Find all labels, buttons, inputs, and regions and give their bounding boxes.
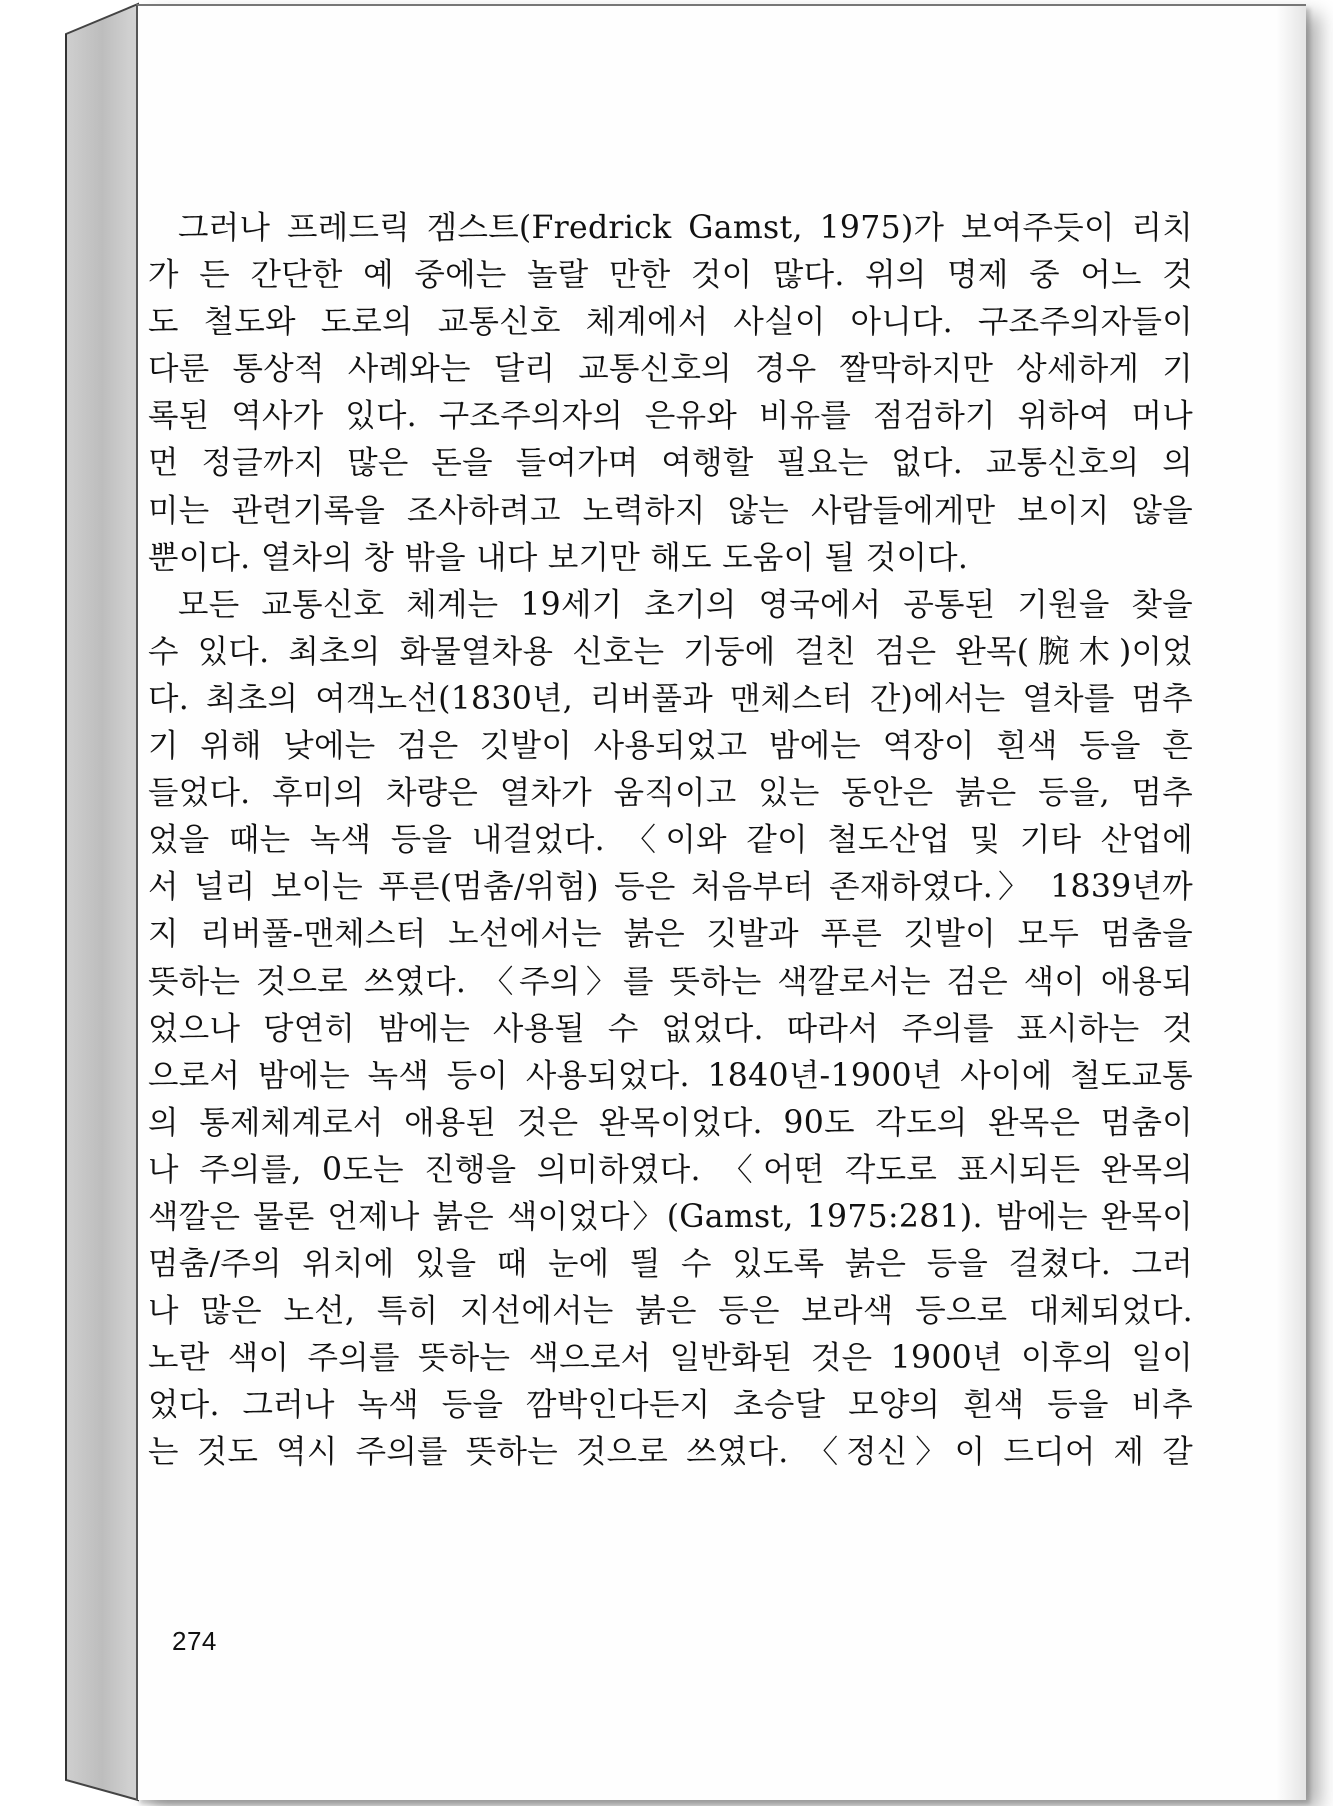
book-spine [0,0,140,1806]
text-line: 다룬 통상적 사례와는 달리 교통신호의 경우 짤막하지만 상세하게 기 [148,351,1193,388]
page-body-text [148,205,1193,1477]
text-line: 들었다. 후미의 차량은 열차가 움직이고 있는 동안은 붉은 등을, 멈추 [148,775,1193,812]
text-line: 뿐이다. 열차의 창 밖을 내다 보기만 해도 도움이 될 것이다. [148,539,969,576]
text-line: 색깔은 물론 언제나 붉은 색이었다〉(Gamst, 1975:281). 밤에는 완목이 [148,1198,1193,1235]
text-line: 었을 때는 녹색 등을 내걸었다. 〈이와 같이 철도산업 및 기타 산업에 [148,822,1193,859]
text-line: 지 리버풀-맨체스터 노선에서는 붉은 깃발과 푸른 깃발이 모두 멈춤을 [148,916,1193,953]
text-line: 었다. 그러나 녹색 등을 깜박인다든지 초승달 모양의 흰색 등을 비추 [148,1387,1193,1424]
text-line: 먼 정글까지 많은 돈을 들여가며 여행할 필요는 없다. 교통신호의 의 [148,445,1193,482]
text-line: 의 통제체계로서 애용된 것은 완목이었다. 90도 각도의 완목은 멈춤이 [148,1104,1193,1141]
text-line: 멈춤/주의 위치에 있을 때 눈에 띌 수 있도록 붉은 등을 걸쳤다. 그러 [148,1246,1193,1283]
paragraph-1 [148,205,1193,582]
text-line: 었으나 당연히 밤에는 사용될 수 없었다. 따라서 주의를 표시하는 것 [148,1010,1193,1047]
text-line: 서 널리 보이는 푸른(멈춤/위험) 등은 처음부터 존재하였다.〉 1839년까 [148,869,1193,906]
text-line: 그러나 프레드릭 겜스트(Fredrick Gamst, 1975)가 보여주듯이 리치 [178,210,1193,246]
page-number: 274 [172,1626,217,1656]
text-line: 노란 색이 주의를 뜻하는 색으로서 일반화된 것은 1900년 이후의 일이 [148,1340,1193,1377]
text-line: 미는 관련기록을 조사하려고 노력하지 않는 사람들에게만 보이지 않을 [148,492,1193,529]
text-line: 모든 교통신호 체계는 19세기 초기의 영국에서 공통된 기원을 찾을 [178,586,1193,623]
text-line: 수 있다. 최초의 화물열차용 신호는 기둥에 걸친 검은 완목(腕木)이었 [148,633,1193,670]
text-line: 는 것도 역시 주의를 뜻하는 것으로 쓰였다. 〈정신〉이 드디어 제 갈 [148,1434,1193,1471]
text-line: 나 많은 노선, 특히 지선에서는 붉은 등은 보라색 등으로 대체되었다. [148,1293,1193,1330]
text-line: 기 위해 낮에는 검은 깃발이 사용되었고 밤에는 역장이 흰색 등을 흔 [148,728,1193,765]
text-line: 뜻하는 것으로 쓰였다. 〈주의〉를 뜻하는 색깔로서는 검은 색이 애용되 [148,963,1193,1000]
text-line: 가 든 간단한 예 중에는 놀랄 만한 것이 많다. 위의 명제 중 어느 것 [148,257,1193,294]
text-line: 도 철도와 도로의 교통신호 체계에서 사실이 아니다. 구조주의자들이 [148,304,1193,341]
text-line: 나 주의를, 0도는 진행을 의미하였다. 〈어떤 각도로 표시되든 완목의 [148,1151,1193,1188]
paragraph-2 [148,582,1193,1477]
text-line: 다. 최초의 여객노선(1830년, 리버풀과 맨체스터 간)에서는 열차를 멈추 [148,680,1193,717]
page-edge-shadow [1276,6,1306,1800]
text-line: 으로서 밤에는 녹색 등이 사용되었다. 1840년-1900년 사이에 철도교통 [148,1057,1193,1094]
text-line: 록된 역사가 있다. 구조주의자의 은유와 비유를 점검하기 위하여 머나 [148,398,1193,435]
